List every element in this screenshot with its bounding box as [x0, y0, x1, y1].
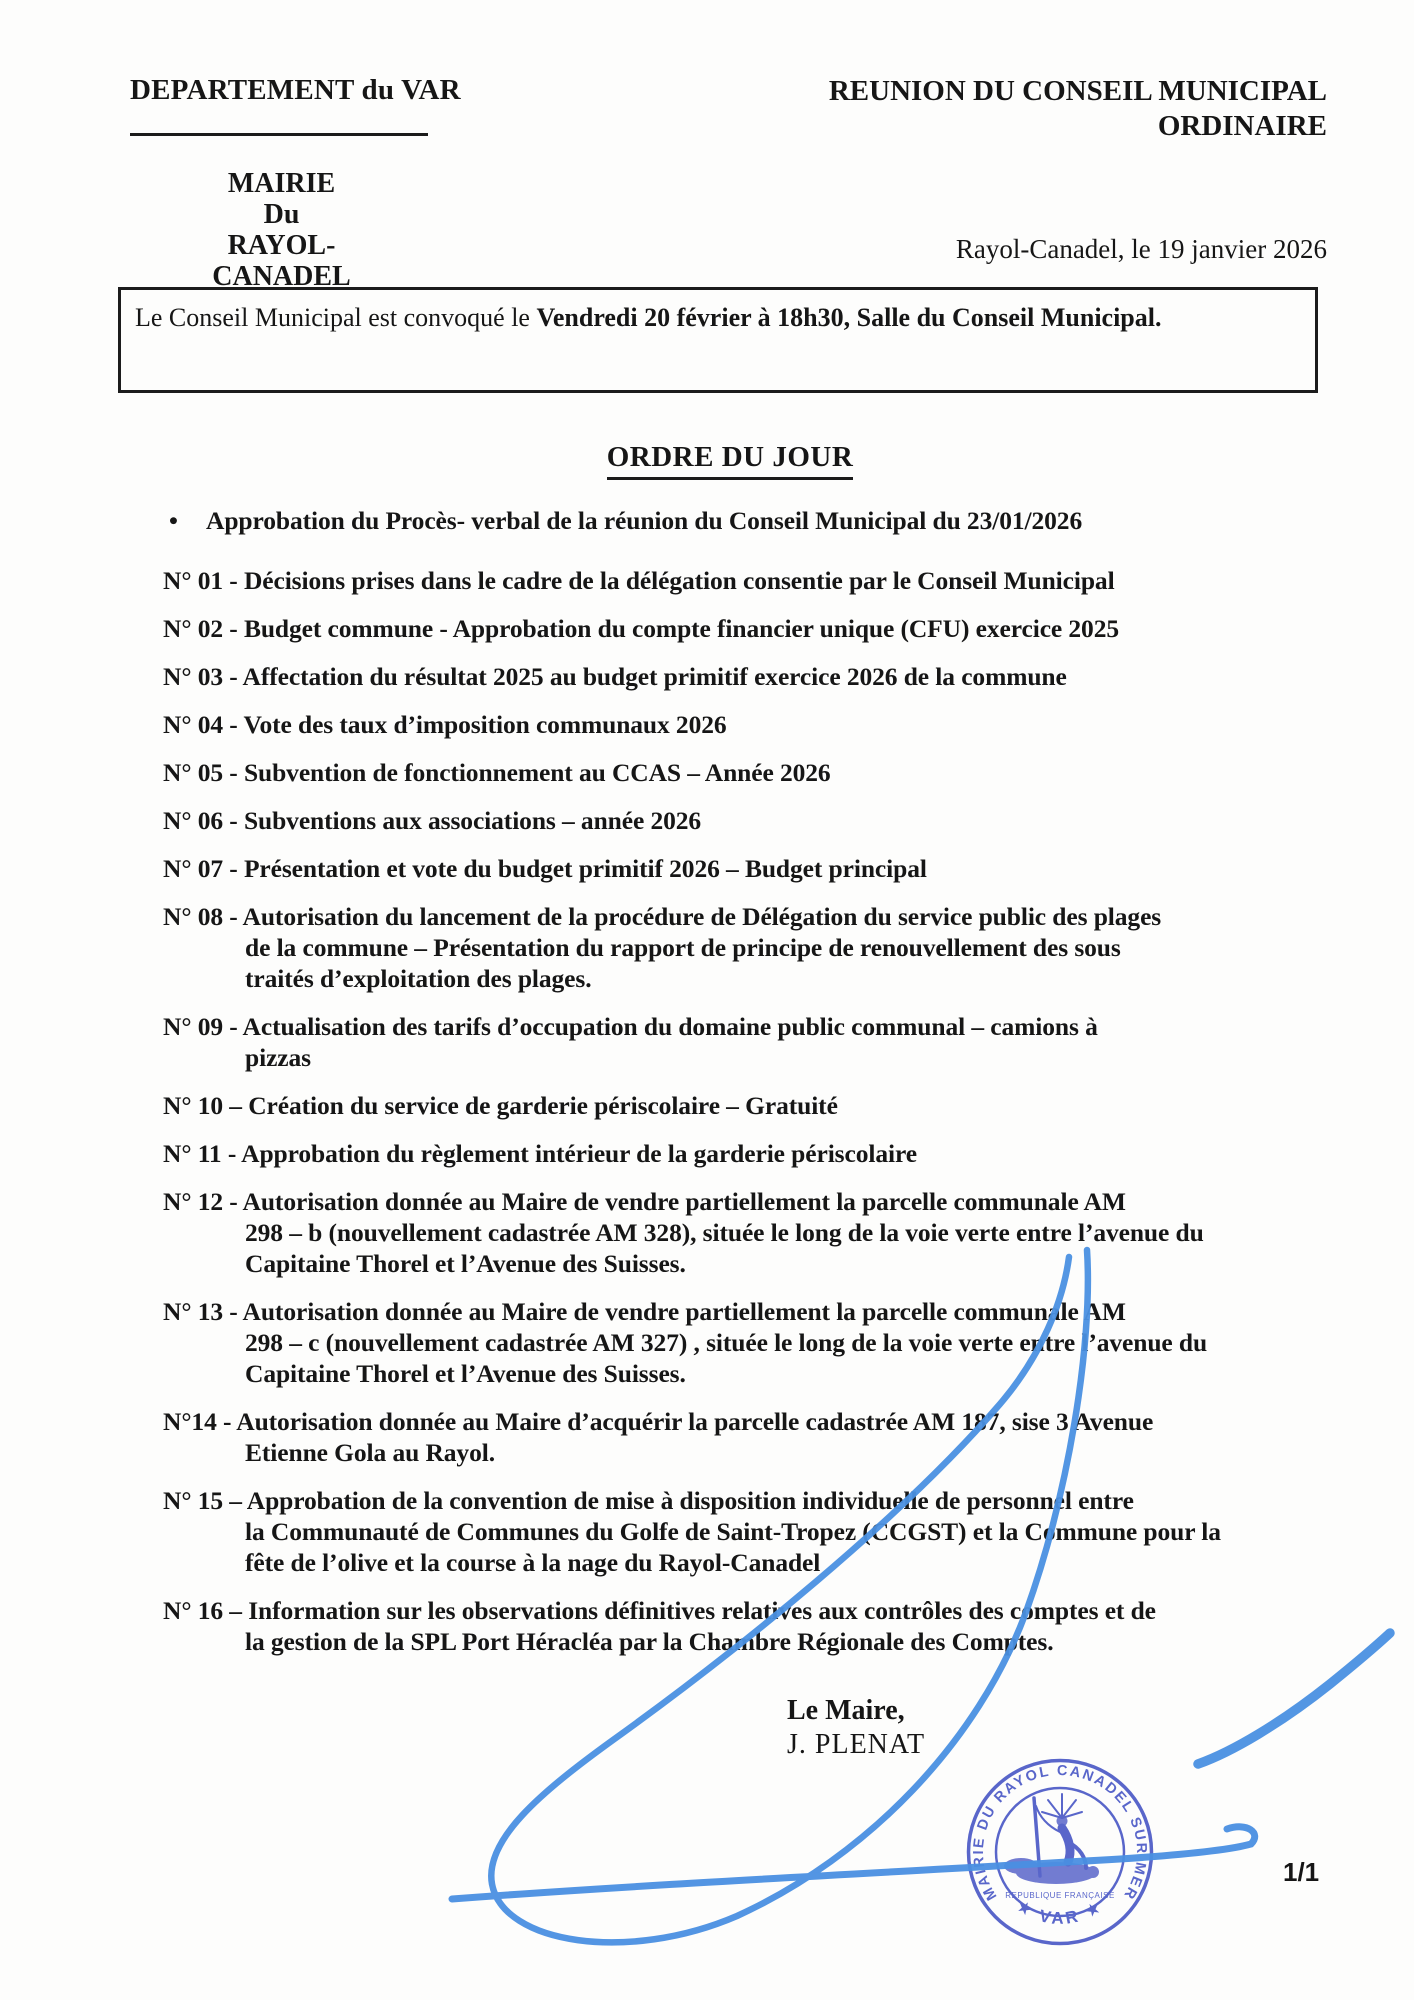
stamp-banner-text: REPUBLIQUE FRANÇAISE — [1005, 1891, 1115, 1900]
agenda-item-number: N° 09 - — [163, 1012, 243, 1041]
agenda-item-first-line: N°14 - Autorisation donnée au Maire d’acquérir la parcelle cadastrée AM 187, sise 3 Avenue — [163, 1407, 1154, 1436]
agenda-item-line: 298 – b (nouvellement cadastrée AM 328), située le long de la voie verte entre l’avenue du — [245, 1218, 1204, 1247]
mairie-block — [165, 168, 398, 292]
date-line: Rayol-Canadel, le 19 janvier 2026 — [955, 234, 1327, 264]
agenda-item — [163, 1485, 1374, 1578]
meeting-title-line2: ORDINAIRE — [1157, 110, 1327, 142]
page-number: 1/1 — [1283, 1857, 1320, 1887]
agenda-item-first-line: N° 08 - Autorisation du lancement de la procédure de Délégation du service public des plages — [163, 902, 1162, 931]
agenda-list — [163, 505, 1374, 1674]
stamp-var-text: ★ VAR ★ — [1013, 1896, 1107, 1928]
agenda-item-line: Capitaine Thorel et l’Avenue des Suisses. — [245, 1359, 686, 1388]
agenda-title-wrap — [130, 441, 1330, 480]
convocation-text-regular: Le Conseil Municipal est convoqué le — [135, 303, 537, 332]
agenda-item — [163, 805, 1374, 836]
agenda-bullet-item — [163, 505, 1374, 536]
agenda-item-number: N° 15 – — [163, 1486, 247, 1515]
meeting-title — [829, 74, 1327, 144]
mairie-line2: Du — [263, 199, 300, 230]
agenda-item-first-line: N° 11 - Approbation du règlement intérieur de la garderie périscolaire — [163, 1139, 917, 1168]
agenda-item — [163, 1138, 1374, 1169]
agenda-item-first-line: N° 10 – Création du service de garderie périscolaire – Gratuité — [163, 1091, 838, 1120]
agenda-item — [163, 1406, 1374, 1468]
agenda-item — [163, 565, 1374, 596]
agenda-item-first-line: N° 05 - Subvention de fonctionnement au CCAS – Année 2026 — [163, 758, 831, 787]
agenda-item-first-line: N° 09 - Actualisation des tarifs d’occupation du domaine public communal – camions à — [163, 1012, 1098, 1041]
agenda-item — [163, 901, 1374, 994]
bullet-marker: • — [169, 506, 178, 535]
agenda-item — [163, 1595, 1374, 1657]
stamp-ring-text: MAIRIE DU RAYOL CANADEL SUR MER — [970, 1762, 1150, 1904]
agenda-item-first-line: N° 12 - Autorisation donnée au Maire de vendre partiellement la parcelle communale AM — [163, 1187, 1126, 1216]
agenda-item-number: N° 01 - — [163, 566, 244, 595]
mairie-line3: RAYOL-CANADEL — [212, 230, 351, 292]
agenda-item-line: Capitaine Thorel et l’Avenue des Suisses. — [245, 1249, 686, 1278]
agenda-item — [163, 757, 1374, 788]
agenda-item-number: N° 13 - — [163, 1297, 243, 1326]
mairie-line1: MAIRIE — [227, 168, 336, 199]
agenda-item-number: N° 06 - — [163, 806, 244, 835]
department-underline — [130, 133, 428, 136]
agenda-item — [163, 709, 1374, 740]
convocation-text — [121, 290, 1315, 333]
agenda-item — [163, 1090, 1374, 1121]
agenda-item — [163, 1296, 1374, 1389]
agenda-item-first-line: N° 02 - Budget commune - Approbation du compte financier unique (CFU) exercice 2025 — [163, 614, 1120, 643]
agenda-item-line: la gestion de la SPL Port Héracléa par la Chambre Régionale des Comptes. — [245, 1627, 1054, 1656]
agenda-item-line: fête de l’olive et la course à la nage du Rayol-Canadel — [245, 1548, 821, 1577]
convocation-box — [118, 287, 1318, 393]
agenda-item-number: N° 16 – — [163, 1596, 249, 1625]
agenda-item — [163, 1011, 1374, 1073]
agenda-item-number: N° 12 - — [163, 1187, 243, 1216]
meeting-title-line1: REUNION DU CONSEIL MUNICIPAL — [828, 75, 1327, 107]
agenda-item-first-line: N° 07 - Présentation et vote du budget primitif 2026 – Budget principal — [163, 854, 927, 883]
agenda-title: ORDRE DU JOUR — [607, 441, 854, 480]
agenda-item-line: de la commune – Présentation du rapport de principe de renouvellement des sous — [245, 933, 1121, 962]
municipal-stamp — [969, 1761, 1152, 1944]
agenda-item-number: N° 11 - — [163, 1139, 242, 1168]
agenda-item — [163, 613, 1374, 644]
statue-base — [1004, 1816, 1099, 1885]
agenda-item-first-line: N° 15 – Approbation de la convention de mise à disposition individuelle de personnel entre — [163, 1486, 1134, 1515]
agenda-item — [163, 661, 1374, 692]
agenda-item-number: N° 10 – — [163, 1091, 249, 1120]
agenda-item-number: N° 05 - — [163, 758, 244, 787]
agenda-item-line: traités d’exploitation des plages. — [245, 964, 592, 993]
agenda-item-line: pizzas — [245, 1043, 311, 1072]
signature-block — [787, 1694, 925, 1762]
agenda-item-first-line: N° 16 – Information sur les observations définitives relatives aux contrôles des comptes et de — [163, 1596, 1156, 1625]
agenda-item-first-line: N° 04 - Vote des taux d’imposition communaux 2026 — [163, 710, 727, 739]
agenda-item-first-line: N° 06 - Subventions aux associations – année 2026 — [163, 806, 702, 835]
agenda-item-first-line: N° 01 - Décisions prises dans le cadre de la délégation consentie par le Conseil Municipal — [163, 566, 1115, 595]
signature-title: Le Maire, — [787, 1695, 905, 1726]
agenda-item — [163, 1186, 1374, 1279]
agenda-item-line: Etienne Gola au Rayol. — [245, 1438, 495, 1467]
statue-emblem — [1034, 1794, 1086, 1876]
agenda-item-line: 298 – c (nouvellement cadastrée AM 327) , située le long de la voie verte entre l’avenue du — [245, 1328, 1208, 1357]
agenda-item-number: N° 08 - — [163, 902, 243, 931]
agenda-item-first-line: N° 13 - Autorisation donnée au Maire de vendre partiellement la parcelle communale AM — [163, 1297, 1126, 1326]
agenda-item-number: N° 02 - — [163, 614, 244, 643]
agenda-item-line: la Communauté de Communes du Golfe de Saint-Tropez (CCGST) et la Commune pour la — [245, 1517, 1221, 1546]
agenda-item-number: N° 07 - — [163, 854, 244, 883]
agenda-item-number: N° 03 - — [163, 662, 243, 691]
agenda-item — [163, 853, 1374, 884]
agenda-item-first-line: N° 03 - Affectation du résultat 2025 au budget primitif exercice 2026 de la commune — [163, 662, 1067, 691]
signature-name: J. PLENAT — [787, 1729, 926, 1760]
convocation-text-bold: Vendredi 20 février à 18h30, Salle du Conseil Municipal. — [536, 303, 1162, 332]
agenda-item-number: N° 04 - — [163, 710, 244, 739]
agenda-item-number: N°14 - — [163, 1407, 237, 1436]
department-title: DEPARTEMENT du VAR — [130, 74, 461, 106]
agenda-bullet-text: Approbation du Procès- verbal de la réunion du Conseil Municipal du 23/01/2026 — [206, 506, 1083, 535]
signature-underline — [452, 1827, 1255, 1899]
